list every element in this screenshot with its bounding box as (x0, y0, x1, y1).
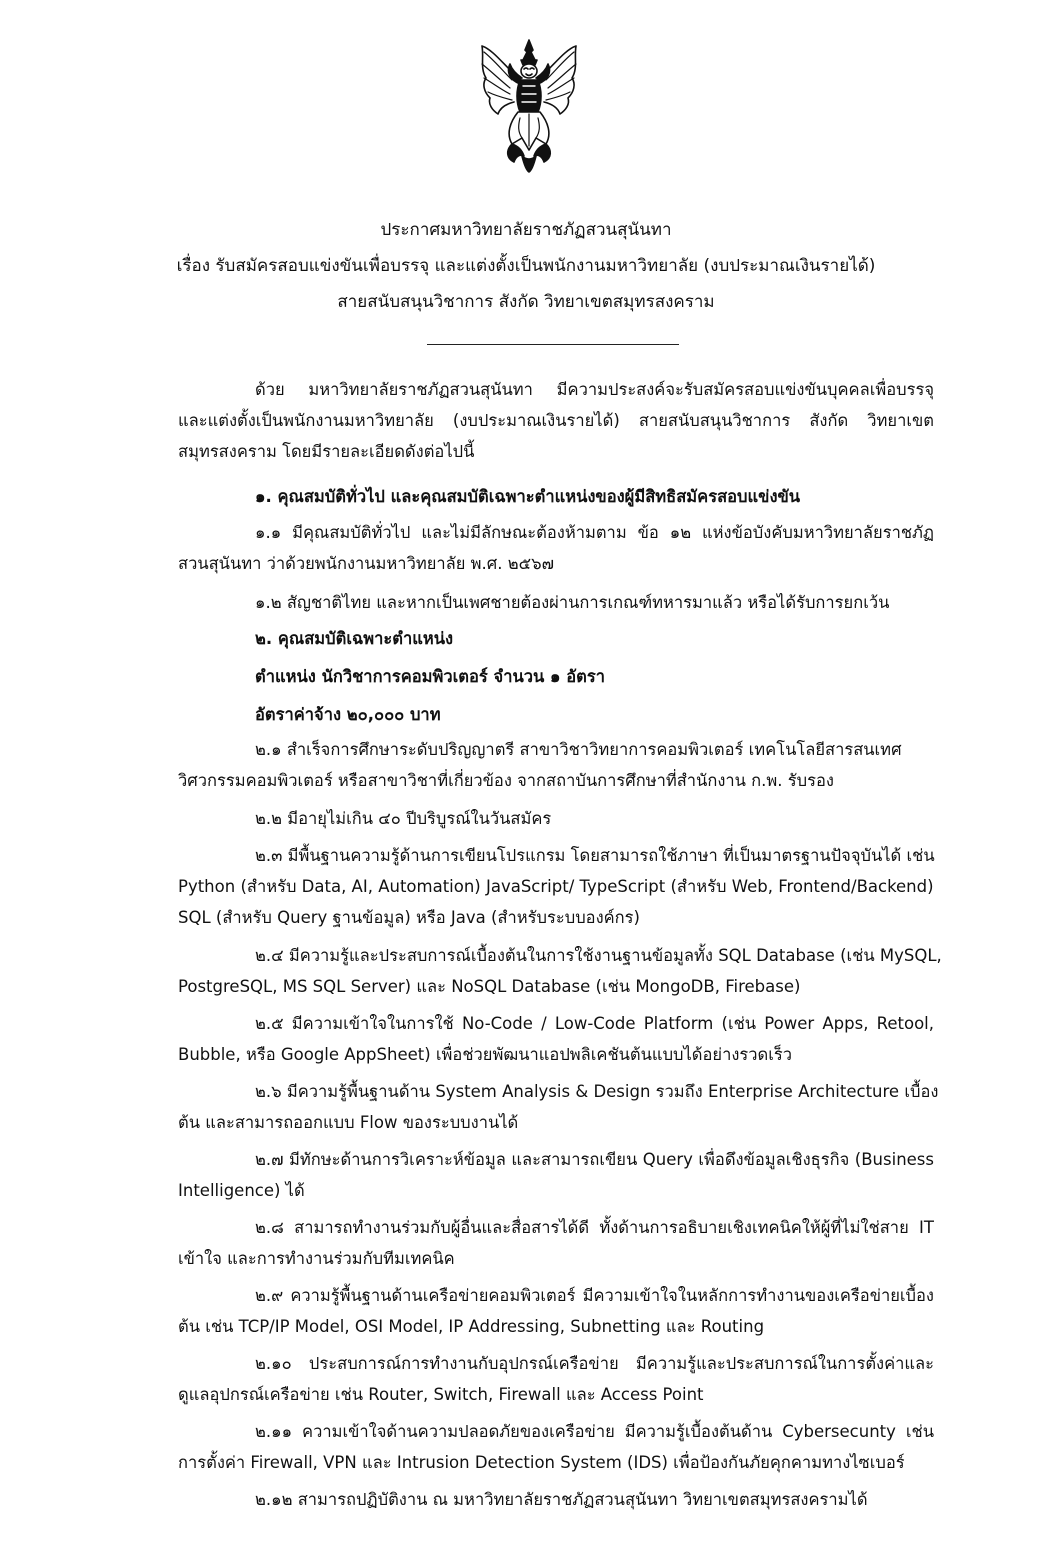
item-2-10-line-2: ดูแลอุปกรณ์เครือข่าย เช่น Router, Switch, Firewall และ Access Point (178, 1385, 704, 1404)
item-2-4 (178, 940, 942, 1002)
item-2-5 (178, 1008, 934, 1070)
item-2-5-line-2: Bubble, หรือ Google AppSheet) เพื่อช่วยพัฒนาแอปพลิเคชันต้นแบบได้อย่างรวดเร็ว (178, 1045, 793, 1064)
section-2-heading: ๒. คุณสมบัติเฉพาะตำแหน่ง (255, 629, 454, 648)
item-2-9-line-2: ต้น เช่น TCP/IP Model, OSI Model, IP Addressing, Subnetting และ Routing (178, 1317, 765, 1336)
item-2-7 (178, 1144, 934, 1206)
announcement-subject: เรื่อง รับสมัครสอบแข่งขันเพื่อบรรจุ และแต่งตั้งเป็นพนักงานมหาวิทยาลัย (งบประมาณเงินรายได้) (176, 256, 876, 276)
item-2-11-line-1: ๒.๑๑ ความเข้าใจด้านความปลอดภัยของเครือข่าย มีความรู้เบื้องต้นด้าน Cybersecunty เช่น (255, 1422, 934, 1441)
item-2-12: ๒.๑๒ สามารถปฏิบัติงาน ณ มหาวิทยาลัยราชภัฏสวนสุนันทา วิทยาเขตสมุทรสงครามได้ (255, 1490, 868, 1509)
item-2-7-line-2: Intelligence) ได้ (178, 1181, 305, 1200)
position-title: ตำแหน่ง นักวิชาการคอมพิวเตอร์ จำนวน ๑ อัตรา (255, 667, 605, 686)
item-2-10 (178, 1348, 934, 1410)
item-1-1-line-1: ๑.๑ มีคุณสมบัติทั่วไป และไม่มีลักษณะต้องห้ามตาม ข้อ ๑๒ แห่งข้อบังคับมหาวิทยาลัยราชภัฏ (255, 523, 934, 542)
salary-rate: อัตราค่าจ้าง ๒๐,๐๐๐ บาท (255, 705, 441, 724)
item-1-1-line-2: สวนสุนันทา ว่าด้วยพนักงานมหาวิทยาลัย พ.ศ. ๒๕๖๗ (178, 554, 555, 573)
item-2-1-line-1: ๒.๑ สำเร็จการศึกษาระดับปริญญาตรี สาขาวิชาวิทยาการคอมพิวเตอร์ เทคโนโลยีสารสนเทศ (255, 740, 902, 759)
intro-paragraph (178, 374, 934, 467)
item-2-9-line-1: ๒.๙ ความรู้พื้นฐานด้านเครือข่ายคอมพิวเตอร์ มีความเข้าใจในหลักการทำงานของเครือข่ายเบื้อง (255, 1286, 934, 1305)
item-1-2: ๑.๒ สัญชาติไทย และหากเป็นเพศชายต้องผ่านการเกณฑ์ทหารมาแล้ว หรือได้รับการยกเว้น (255, 593, 890, 612)
announcement-title: ประกาศมหาวิทยาลัยราชภัฏสวนสุนันทา (380, 220, 672, 240)
item-2-11-line-2: การตั้งค่า Firewall, VPN และ Intrusion Detection System (IDS) เพื่อป้องกันภัยคุกคามทางไซเบอร์ (178, 1453, 905, 1472)
intro-line-3: สมุทรสงคราม โดยมีรายละเอียดดังต่อไปนี้ (178, 442, 475, 461)
item-2-1-line-2: วิศวกรรมคอมพิวเตอร์ หรือสาขาวิชาที่เกี่ยวข้อง จากสถาบันการศึกษาที่สำนักงาน ก.พ. รับรอง (178, 771, 834, 790)
item-2-8 (178, 1212, 934, 1274)
header-divider (427, 344, 679, 345)
item-2-7-line-1: ๒.๗ มีทักษะด้านการวิเคราะห์ข้อมูล และสามารถเขียน Query เพื่อดึงข้อมูลเชิงธุรกิจ (Business (255, 1150, 934, 1169)
item-2-4-line-1: ๒.๔ มีความรู้และประสบการณ์เบื้องต้นในการใช้งานฐานข้อมูลทั้ง SQL Database (เช่น MySQL, (255, 946, 942, 965)
item-2-4-line-2: PostgreSQL, MS SQL Server) และ NoSQL Database (เช่น MongoDB, Firebase) (178, 977, 801, 996)
intro-line-2: และแต่งตั้งเป็นพนักงานมหาวิทยาลัย (งบประมาณเงินรายได้) สายสนับสนุนวิชาการ สังกัด วิทยาเขต (178, 411, 934, 430)
announcement-division: สายสนับสนุนวิชาการ สังกัด วิทยาเขตสมุทรสงคราม (337, 292, 715, 312)
intro-line-1: ด้วย มหาวิทยาลัยราชภัฏสวนสุนันทา มีความประสงค์จะรับสมัครสอบแข่งขันบุคคลเพื่อบรรจุ (255, 380, 934, 399)
item-2-5-line-1: ๒.๕ มีความเข้าใจในการใช้ No-Code / Low-Code Platform (เช่น Power Apps, Retool, (255, 1014, 934, 1033)
item-2-3-line-3: SQL (สำหรับ Query ฐานข้อมูล) หรือ Java (สำหรับระบบองค์กร) (178, 908, 640, 927)
garuda-emblem-icon (476, 38, 582, 174)
item-2-6-line-1: ๒.๖ มีความรู้พื้นฐานด้าน System Analysis & Design รวมถึง Enterprise Architecture เบื้อง (255, 1082, 939, 1101)
item-2-1 (178, 734, 934, 796)
item-2-8-line-2: เข้าใจ และการทำงานร่วมกับทีมเทคนิค (178, 1249, 455, 1268)
item-2-3-line-1: ๒.๓ มีพื้นฐานความรู้ด้านการเขียนโปรแกรม โดยสามารถใช้ภาษา ที่เป็นมาตรฐานปัจจุบันได้ เช่น (255, 846, 935, 865)
item-2-3-line-2: Python (สำหรับ Data, AI, Automation) JavaScript/ TypeScript (สำหรับ Web, Frontend/Backend) (178, 877, 934, 896)
item-2-9 (178, 1280, 934, 1342)
item-2-6 (178, 1076, 939, 1138)
item-2-8-line-1: ๒.๘ สามารถทำงานร่วมกับผู้อื่นและสื่อสารได้ดี ทั้งด้านการอธิบายเชิงเทคนิคให้ผู้ที่ไม่ใช่สาย IT (255, 1218, 934, 1237)
item-2-3 (178, 840, 934, 933)
item-2-6-line-2: ต้น และสามารถออกแบบ Flow ของระบบงานได้ (178, 1113, 519, 1132)
item-1-1 (178, 517, 934, 579)
item-2-2: ๒.๒ มีอายุไม่เกิน ๔๐ ปีบริบูรณ์ในวันสมัคร (255, 809, 552, 828)
item-2-10-line-1: ๒.๑๐ ประสบการณ์การทำงานกับอุปกรณ์เครือข่าย มีความรู้และประสบการณ์ในการตั้งค่าและ (255, 1354, 934, 1373)
section-1-heading: ๑. คุณสมบัติทั่วไป และคุณสมบัติเฉพาะตำแหน่งของผู้มีสิทธิสมัครสอบแข่งขัน (255, 487, 801, 506)
item-2-11 (178, 1416, 934, 1478)
